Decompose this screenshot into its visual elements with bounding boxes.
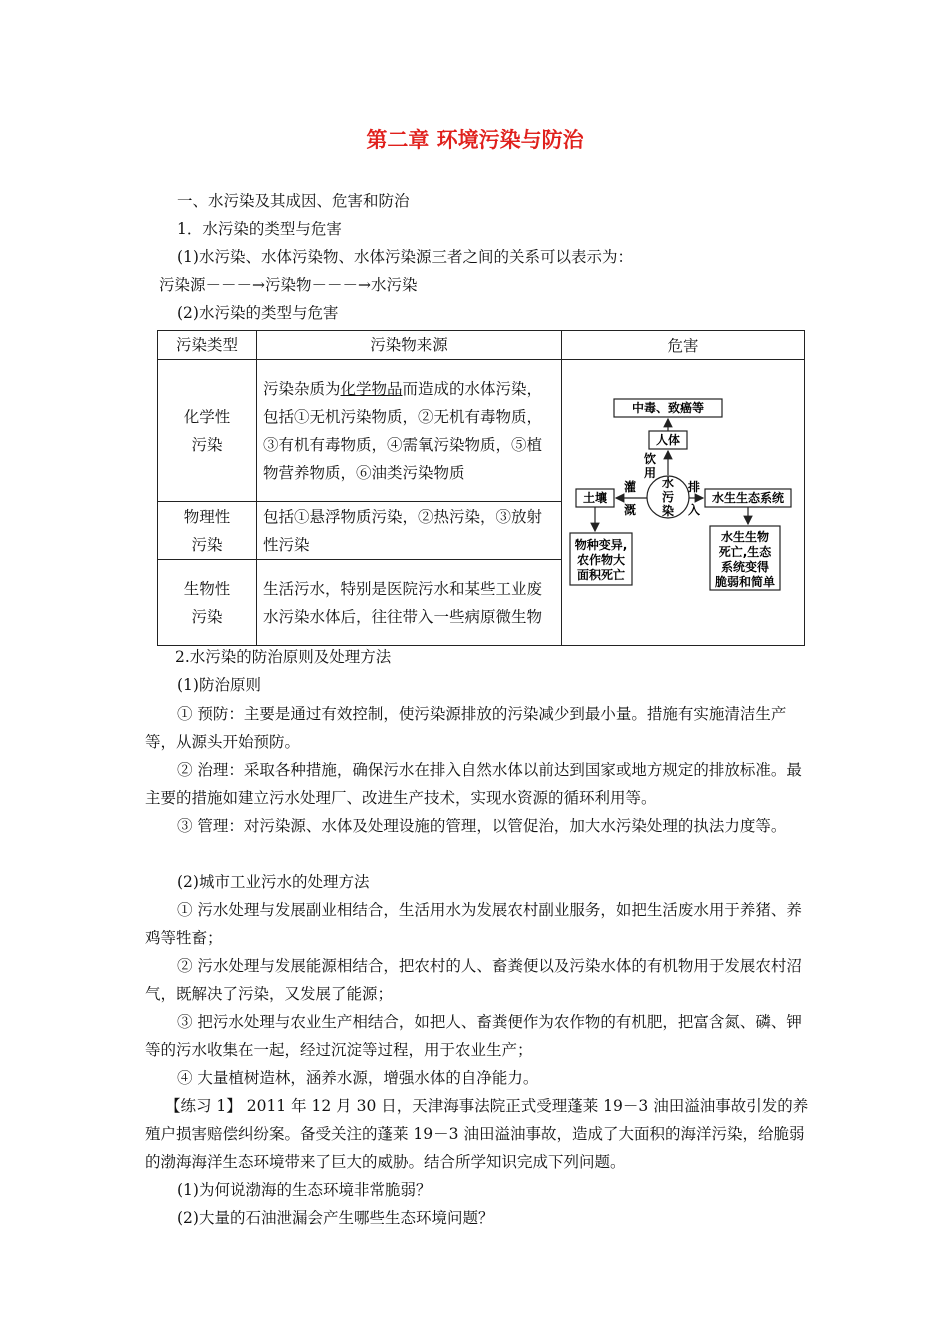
table-header: 污染物来源 <box>257 331 562 360</box>
table-cell: 包括①悬浮物质污染，②热污染，③放射性污染 <box>257 502 562 560</box>
soil-harm-label: 物种变异, <box>574 537 628 552</box>
item-text: (1)防治原则 <box>177 676 261 694</box>
eco-harm-label: 脆弱和简单 <box>714 574 776 589</box>
source-text: 污染杂质为 <box>263 379 341 398</box>
table-cell <box>158 360 257 502</box>
paragraph: ② 污水处理与发展能源相结合，把农村的人、畜粪便以及污染水体的有机物用于发展农村沼气，既解决了污染，又发展了能源； <box>145 957 802 1003</box>
type-label: 污染 <box>191 435 223 454</box>
page-title: 第二章 环境污染与防治 <box>366 128 584 152</box>
paragraph: ④ 大量植树造林，涵养水源，增强水体的自净能力。 <box>177 1069 539 1087</box>
type-label: 化学性 <box>183 407 231 426</box>
exercise-label: 【练习 1】 <box>165 1097 242 1115</box>
exercise-paragraph <box>145 1092 810 1176</box>
paragraph: ① 预防：主要是通过有效控制，使污染源排放的污染减少到最小量。措施有实施清洁生产等，从源头开始预防。 <box>145 705 787 751</box>
exercise-text: 2011 年 12 月 30 日，天津海事法院正式受理蓬莱 19－3 油田溢油事故引发的养殖户损害赔偿纠纷案。备受关注的蓬莱 19－3 油田溢油事故，造成了大面积的海洋污染，给脆弱的渤海海洋生态环境带来了巨大的威胁。结合所学知识完成下列问题。 <box>145 1097 809 1171</box>
paragraph: ③ 管理：对污染源、水体及处理设施的管理，以管促治，加大水污染处理的执法力度等。 <box>177 817 787 835</box>
table-cell <box>257 360 562 502</box>
water-label: 染 <box>661 503 675 518</box>
harm-diagram-cell <box>562 360 805 646</box>
eco-harm-label: 死亡,生态 <box>718 544 772 559</box>
irrigate-label: 溉 <box>624 502 637 517</box>
source-text-underlined: 化学物品 <box>340 379 403 398</box>
human-label: 人体 <box>655 432 681 447</box>
item-text: (2)水污染的类型与危害 <box>177 304 339 322</box>
soil-label: 土壤 <box>582 490 608 505</box>
drink-label: 饮 <box>644 451 657 466</box>
harm-label: 中毒、致癌等 <box>631 400 705 415</box>
item-text: (1)水污染、水体污染物、水体污染源三者之间的关系可以表示为： <box>177 248 633 266</box>
table-cell: 生活污水，特别是医院污水和某些工业废水污染水体后，往往带入一些病原微生物 <box>257 560 562 646</box>
relation-chain: 污染源－－－→污染物－－－→水污染 <box>159 276 418 294</box>
soil-harm-label: 面积死亡 <box>576 567 626 582</box>
question: (2)大量的石油泄漏会产生哪些生态环境问题？ <box>177 1209 494 1227</box>
table-cell <box>158 502 257 560</box>
eco-label: 水生生态系统 <box>711 490 785 505</box>
paragraph: ② 治理：采取各种措施，确保污水在排入自然水体以前达到国家或地方规定的排放标准。最主要的措施如建立污水处理厂、改进生产技术，实现水资源的循环利用等。 <box>145 761 802 807</box>
table-cell <box>158 560 257 646</box>
type-label: 污染 <box>191 607 223 626</box>
paragraph: ① 污水处理与发展副业相结合，生活用水为发展农村副业服务，如把生活废水用于养猪、养鸡等牲畜； <box>145 901 802 947</box>
subsection-heading: 1．水污染的类型与危害 <box>177 220 342 238</box>
table-header: 危害 <box>562 331 805 360</box>
type-label: 生物性 <box>183 579 231 598</box>
discharge-label: 入 <box>688 502 701 517</box>
pollution-type-table <box>157 330 805 646</box>
irrigate-label: 灌 <box>624 479 637 494</box>
type-label: 污染 <box>191 535 223 554</box>
discharge-label: 排 <box>688 479 701 494</box>
item-text: (2)城市工业污水的处理方法 <box>177 873 370 891</box>
table-header: 污染类型 <box>158 331 257 360</box>
drink-label: 用 <box>644 465 657 480</box>
question: (1)为何说渤海的生态环境非常脆弱？ <box>177 1181 432 1199</box>
type-label: 物理性 <box>183 507 231 526</box>
water-label: 水 <box>661 475 675 490</box>
subsection-heading: 2.水污染的防治原则及处理方法 <box>175 648 392 666</box>
eco-harm-label: 水生生物 <box>720 529 770 544</box>
paragraph: ③ 把污水处理与农业生产相结合，如把人、畜粪便作为农作物的有机肥，把富含氮、磷、钾等的污水收集在一起，经过沉淀等过程，用于农业生产； <box>145 1013 802 1059</box>
water-pollution-harm-diagram <box>562 361 804 641</box>
eco-harm-label: 系统变得 <box>720 559 770 574</box>
source-text: 而造成的水体污染，包括①无机污染物质，②无机有毒物质，③有机有毒物质，④需氧污染物质，⑤植物营养物质，⑥油类污染物质 <box>263 379 543 482</box>
water-label: 污 <box>661 489 675 504</box>
section-heading: 一、水污染及其成因、危害和防治 <box>177 192 410 210</box>
soil-harm-label: 农作物大 <box>576 552 626 567</box>
